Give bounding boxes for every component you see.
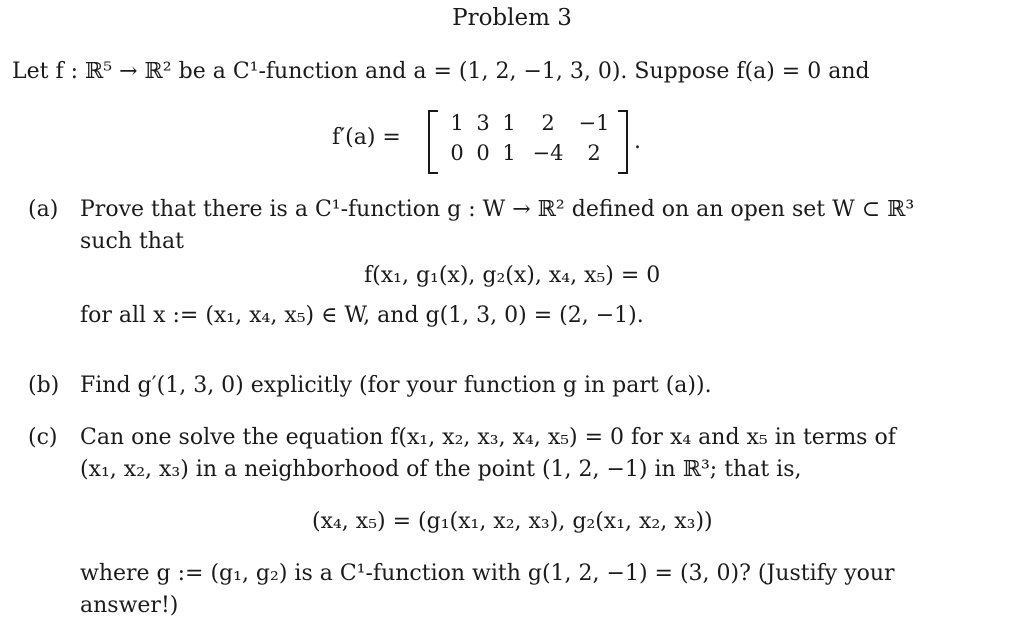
part-b-label: (b) xyxy=(28,373,60,398)
part-c-line-4: answer!) xyxy=(80,593,179,618)
right-bracket xyxy=(618,110,628,174)
matrix-cell: −4 xyxy=(532,141,564,165)
part-c-line-3: where g := (g₁, g₂) is a C¹-function with g(1, 2, −1) = (3, 0)? (Justify your xyxy=(80,561,895,586)
problem-intro: Let f : ℝ⁵ → ℝ² be a C¹-function and a = (1, 2, −1, 3, 0). Suppose f(a) = 0 and xyxy=(12,59,870,84)
part-a-line-2: such that xyxy=(80,229,184,254)
matrix-cell: 1 xyxy=(502,141,516,165)
matrix-cell: −1 xyxy=(578,111,610,135)
part-c-text-1: Can one solve the equation f(x₁, x₂, x₃, x₄, x₅) = 0 for x₄ and x₅ in terms of xyxy=(80,425,896,450)
part-c-label: (c) xyxy=(28,425,58,450)
part-c-line-1 xyxy=(28,424,896,452)
problem-title: Problem 3 xyxy=(452,5,572,31)
matrix-cell: 1 xyxy=(450,111,464,135)
part-a-label: (a) xyxy=(28,197,59,222)
matrix-period: . xyxy=(634,129,641,154)
part-c-equation: (x₄, x₅) = (g₁(x₁, x₂, x₃), g₂(x₁, x₂, x₃)) xyxy=(312,509,713,534)
left-bracket xyxy=(428,110,438,174)
derivative-label: f′(a) = xyxy=(332,125,401,150)
matrix-cell: 0 xyxy=(450,141,464,165)
matrix-cell: 0 xyxy=(476,141,490,165)
part-b-text: Find g′(1, 3, 0) explicitly (for your function g in part (a)). xyxy=(80,373,712,398)
part-b xyxy=(28,372,712,400)
matrix-cell: 2 xyxy=(541,111,555,135)
matrix-cell: 2 xyxy=(587,141,601,165)
matrix-row-1 xyxy=(442,110,614,140)
part-a-equation: f(x₁, g₁(x), g₂(x), x₄, x₅) = 0 xyxy=(364,263,661,288)
matrix-cell: 1 xyxy=(502,111,516,135)
jacobian-matrix xyxy=(428,108,628,172)
part-a-line-3: for all x := (x₁, x₄, x₅) ∈ W, and g(1, 3, 0) = (2, −1). xyxy=(80,303,644,328)
part-a-text-1: Prove that there is a C¹-function g : W → ℝ² defined on an open set W ⊂ ℝ³ xyxy=(80,197,915,222)
part-c-line-2: (x₁, x₂, x₃) in a neighborhood of the point (1, 2, −1) in ℝ³; that is, xyxy=(80,457,802,482)
matrix-row-2 xyxy=(442,140,614,170)
part-a-line-1 xyxy=(28,196,914,224)
matrix-cell: 3 xyxy=(476,111,490,135)
